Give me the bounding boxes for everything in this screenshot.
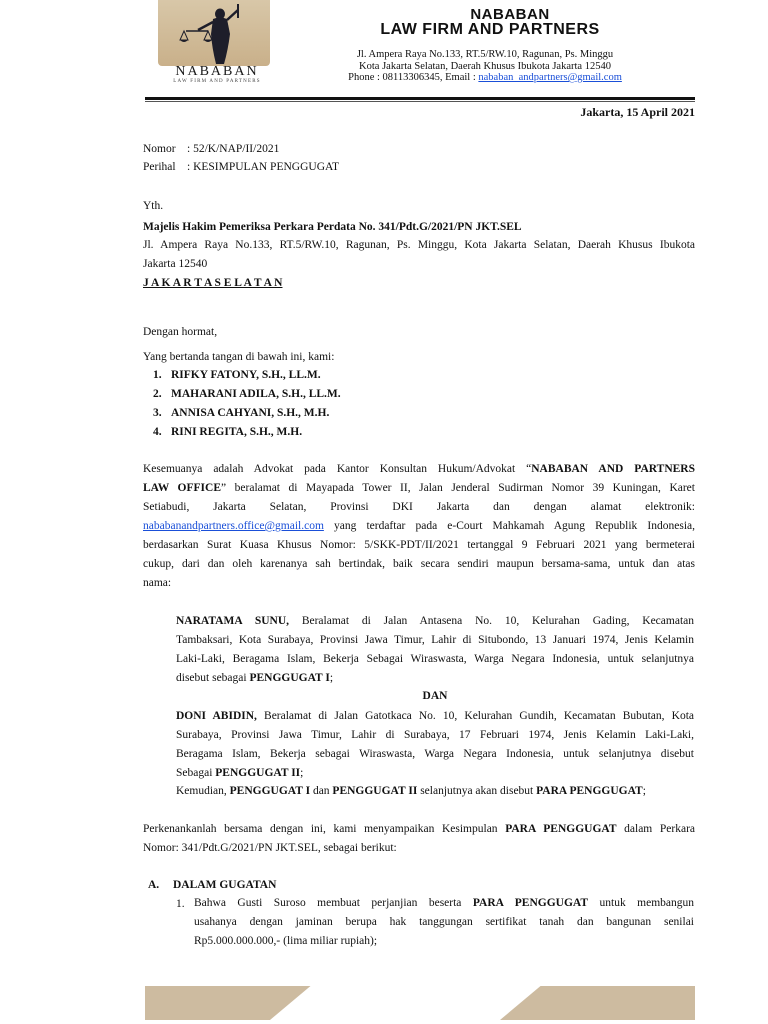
item-1-number: 1. xyxy=(176,898,185,910)
advocate-item: 2. MAHARANI ADILA, S.H., LL.M. xyxy=(153,388,341,400)
intro-text: Yang bertanda tangan di bawah ini, kami: xyxy=(143,351,335,363)
advocates-paragraph: Kesemuanya adalah Advokat pada Kantor Konsultan Hukum/Advokat “NABABAN AND PARTNERS LAW OFFICE” beralamat di Mayapada Tower II, Jalan Jenderal Sudirman Nomor 39 Kuningan, Karet Setiabudi, Jakarta Selatan, Provinsi DKI Jakarta dan dengan alamat elektronik: nababanandpartners.office@gmail.com yang terdaftar pada e-Court Mahkamah Agung Republik Indonesia, berdasarkan Surat Kuasa Khusus Nomor: 5/SKK-PDT/II/2021 tertanggal 9 Februari 2021 yang bermeterai cukup, dari dan oleh karenanya sah bertindak, baik secara sendiri maupun bersama-sama, untuk dan atas nama: xyxy=(143,463,695,589)
firm-name-line2: LAW FIRM AND PARTNERS xyxy=(380,21,600,38)
advocate-item: 3. ANNISA CAHYANI, S.H., M.H. xyxy=(153,407,330,419)
firm-logo xyxy=(158,0,270,86)
logo-subtitle: LAW FIRM AND PARTNERS xyxy=(173,79,261,84)
firm-contact-line xyxy=(300,72,670,84)
yth: Yth. xyxy=(143,200,164,212)
party-penggugat-1: NARATAMA SUNU, Beralamat di Jalan Antasena No. 10, Kelurahan Gading, Kecamatan Tambaksari, Kota Surabaya, Provinsi Jawa Timur, Lahir di Situbondo, 13 Januari 1974, Jenis Kelamin Laki-Laki, Beragama Islam, Bekerja Sebagai Wiraswasta, Warga Negara Indonesia, untuk selanjutnya disebut sebagai PENGGUGAT I; xyxy=(176,615,694,684)
perihal-label: Perihal xyxy=(143,161,176,173)
firm-phone: Phone : 08113306345, Email : xyxy=(348,72,479,83)
firm-email-link[interactable]: nababan_andpartners@gmail.com xyxy=(478,72,622,83)
letter-date: Jakarta, 15 April 2021 xyxy=(580,105,695,119)
para-penggugat-note: Kemudian, PENGGUGAT I dan PENGGUGAT II selanjutnya akan disebut PARA PENGGUGAT; xyxy=(176,785,646,797)
nomor-row xyxy=(143,142,279,156)
nomor-label: Nomor xyxy=(143,143,176,155)
justice-statue-icon xyxy=(158,0,270,66)
advocate-item: 4. RINI REGITA, S.H., M.H. xyxy=(153,426,303,438)
item-1-text: Bahwa Gusti Suroso membuat perjanjian beserta PARA PENGGUGAT untuk membangun usahanya dengan jaminan berupa hak tanggungan sertifikat tanah dan bangunan senilai Rp5.000.000.000,- (lima miliar rupiah); xyxy=(194,897,695,947)
office-email-link[interactable]: nababanandpartners.office@gmail.com xyxy=(143,520,324,532)
firm-address xyxy=(300,49,670,84)
recipient-address-line1: Jl. Ampera Raya No.133, RT.5/RW.10, Ragunan, Ps. Minggu, Kota Jakarta Selatan, Daerah Khusus Ibukota xyxy=(143,239,695,251)
firm-address-line1: Jl. Ampera Raya No.133, RT.5/RW.10, Ragunan, Ps. Minggu xyxy=(356,49,614,60)
recipient-city: J A K A R T A S E L A T A N xyxy=(143,277,283,289)
nomor-value: : 52/K/NAP/II/2021 xyxy=(187,143,280,155)
perihal-value: : KESIMPULAN PENGGUGAT xyxy=(187,161,340,173)
recipient-address-line2: Jakarta 12540 xyxy=(143,258,208,270)
section-a-heading: A. DALAM GUGATAN xyxy=(148,879,277,891)
letterhead-divider-thin xyxy=(145,101,695,102)
perihal-row xyxy=(143,160,339,174)
conclusion-intro: Perkenankanlah bersama dengan ini, kami menyampaikan Kesimpulan PARA PENGGUGAT dalam Perkara Nomor: 341/Pdt.G/2021/PN JKT.SEL, sebagai berikut: xyxy=(143,823,695,854)
logo-brand-text: NABABAN xyxy=(175,64,259,79)
firm-address-line2: Kota Jakarta Selatan, Daerah Khusus Ibukota Jakarta 12540 xyxy=(359,60,611,72)
recipient-address xyxy=(143,236,695,274)
party-penggugat-2: DONI ABIDIN, Beralamat di Jalan Gatotkaca No. 10, Kelurahan Gundih, Kecamatan Bubutan, Kota Surabaya, Provinsi Jawa Timur, Lahir di Surabaya, 17 Februari 1974, Jenis Kelamin Laki-Laki, Beragama Islam, Bekerja sebagai Wiraswasta, Warga Negara Indonesia, untuk selanjutnya disebut Sebagai PENGGUGAT II; xyxy=(176,710,694,779)
footer-stripe xyxy=(270,986,541,1020)
letterhead-divider xyxy=(145,97,695,100)
firm-name-line1: NABABAN xyxy=(470,6,550,23)
greeting: Dengan hormat, xyxy=(143,326,218,338)
dan-separator: DAN xyxy=(422,690,448,702)
advocate-item: 1. RIFKY FATONY, S.H., LL.M. xyxy=(153,369,321,381)
recipient-name: Majelis Hakim Pemeriksa Perkara Perdata No. 341/Pdt.G/2021/PN JKT.SEL xyxy=(143,221,522,233)
